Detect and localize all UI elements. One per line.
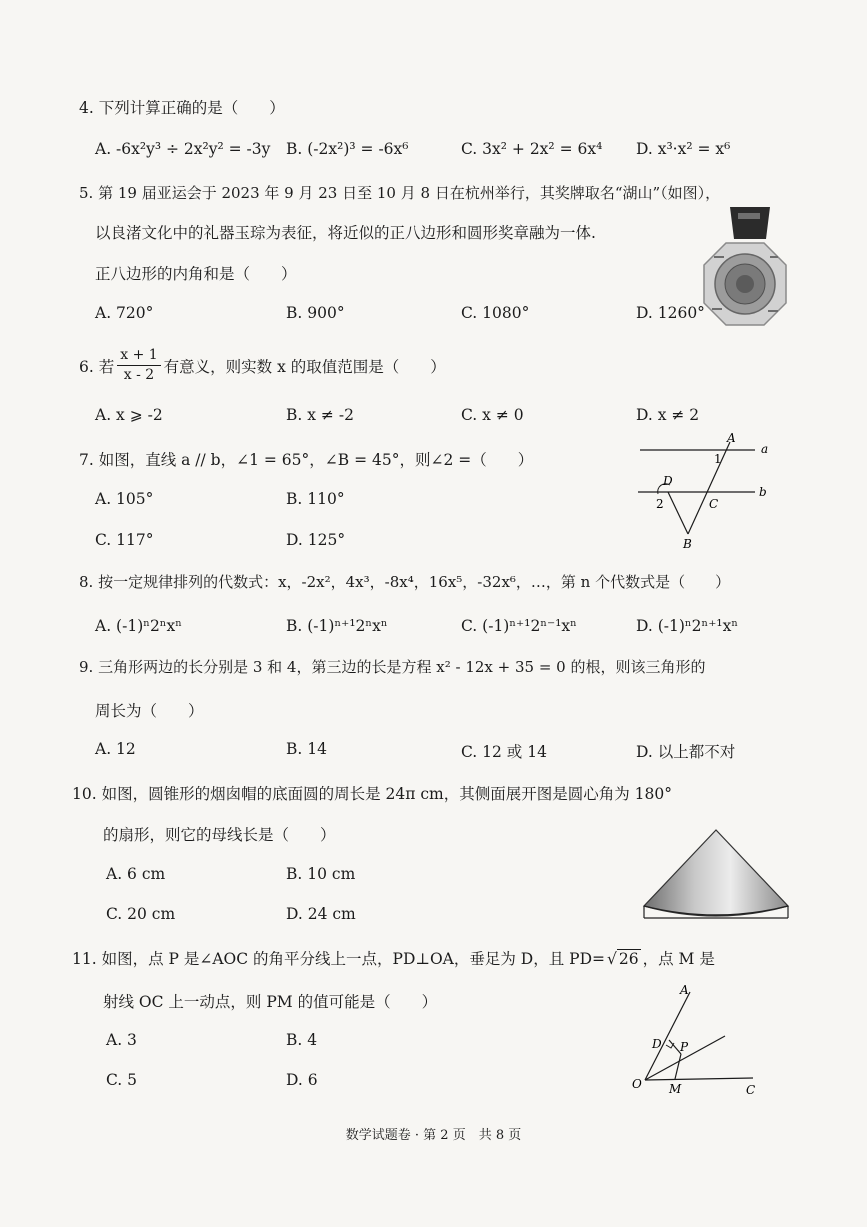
q4-option-b: B. (-2x²)³ = -6x⁶ bbox=[286, 140, 409, 158]
segment-pm bbox=[675, 1054, 681, 1079]
q11-stem-line-2: 射线 OC 上一动点，则 PM 的值可能是（ ） bbox=[103, 993, 438, 1011]
cone-surface bbox=[644, 830, 788, 916]
q6-option-c: C. x ≠ 0 bbox=[461, 406, 524, 424]
label-point-a: A bbox=[727, 431, 736, 445]
q10-option-d: D. 24 cm bbox=[286, 905, 356, 923]
label-angle-2: 2 bbox=[656, 497, 664, 511]
q5-stem-line-3: 正八边形的内角和是（ ） bbox=[95, 265, 297, 283]
q11-option-d: D. 6 bbox=[286, 1071, 318, 1089]
q11-option-b: B. 4 bbox=[286, 1031, 318, 1049]
q5-option-b: B. 900° bbox=[286, 304, 345, 322]
q9-stem-line-1: 9. 三角形两边的长分别是 3 和 4，第三边的长是方程 x² - 12x + 35 = 0 的根，则该三角形的 bbox=[79, 658, 706, 676]
q5-stem-line-2: 以良渚文化中的礼器玉琮为表征，将近似的正八边形和圆形奖章融为一体. bbox=[95, 224, 596, 242]
q8-option-d: D. (-1)ⁿ2ⁿ⁺¹xⁿ bbox=[636, 617, 739, 635]
ray-oa bbox=[645, 992, 690, 1080]
q9-option-b: B. 14 bbox=[286, 740, 327, 758]
q6-option-b: B. x ≠ -2 bbox=[286, 406, 354, 424]
q11-sqrt bbox=[607, 949, 641, 968]
q10-option-a: A. 6 cm bbox=[106, 865, 166, 883]
label-line-a: a bbox=[761, 442, 769, 456]
q10-stem-line-1: 10. 如图，圆锥形的烟囱帽的底面圆的周长是 24π cm，其侧面展开图是圆心角为 180° bbox=[72, 785, 672, 803]
angle-bisector-figure bbox=[625, 980, 775, 1100]
medal-image bbox=[700, 205, 790, 330]
q11-option-c: C. 5 bbox=[106, 1071, 138, 1089]
label-point-p: P bbox=[680, 1040, 689, 1054]
q10-stem-line-2: 的扇形，则它的母线长是（ ） bbox=[103, 826, 336, 844]
q7-option-a: A. 105° bbox=[95, 490, 154, 508]
q9-option-d: D. 以上都不对 bbox=[636, 743, 736, 761]
q8-option-b: B. (-1)ⁿ⁺¹2ⁿxⁿ bbox=[286, 617, 388, 635]
label-point-c: C bbox=[709, 497, 719, 511]
label-point-c: C bbox=[746, 1083, 756, 1097]
q9-option-a: A. 12 bbox=[95, 740, 136, 758]
q5-option-d: D. 1260° bbox=[636, 304, 705, 322]
label-point-d: D bbox=[663, 474, 673, 488]
q6-stem bbox=[79, 346, 446, 385]
q6-fraction bbox=[117, 346, 160, 385]
q11-option-a: A. 3 bbox=[106, 1031, 137, 1049]
parallel-lines-figure bbox=[630, 428, 780, 553]
q7-option-b: B. 110° bbox=[286, 490, 345, 508]
label-point-m: M bbox=[669, 1082, 682, 1096]
q4-option-c: C. 3x² + 2x² = 6x⁴ bbox=[461, 140, 603, 158]
q10-option-c: C. 20 cm bbox=[106, 905, 176, 923]
label-point-a: A bbox=[680, 983, 689, 997]
label-line-b: b bbox=[759, 485, 767, 499]
q6-prefix: 6. 若 bbox=[79, 357, 115, 376]
q8-option-c: C. (-1)ⁿ⁺¹2ⁿ⁻¹xⁿ bbox=[461, 617, 577, 635]
sqrt-sign-icon: √ bbox=[607, 949, 617, 968]
q7-option-c: C. 117° bbox=[95, 531, 154, 549]
ray-oc bbox=[645, 1078, 753, 1080]
q5-stem-line-1: 5. 第 19 届亚运会于 2023 年 9 月 23 日至 10 月 8 日在杭州举行，其奖牌取名“湖山”（如图）， bbox=[79, 184, 721, 202]
q6-fraction-numerator: x + 1 bbox=[117, 346, 160, 366]
segment-ab bbox=[688, 442, 730, 534]
q7-option-d: D. 125° bbox=[286, 531, 346, 549]
q4-option-d: D. x³·x² = x⁶ bbox=[636, 140, 731, 158]
q6-option-d: D. x ≠ 2 bbox=[636, 406, 700, 424]
q11-suffix: ，点 M 是 bbox=[642, 950, 715, 968]
q8-option-a: A. (-1)ⁿ2ⁿxⁿ bbox=[95, 617, 182, 635]
cone-figure bbox=[636, 826, 796, 926]
q5-option-c: C. 1080° bbox=[461, 304, 530, 322]
label-point-d: D bbox=[652, 1037, 662, 1051]
label-point-b: B bbox=[683, 537, 692, 551]
q8-stem: 8. 按一定规律排列的代数式：x，-2x²，4x³，-8x⁴，16x⁵，-32x⁶，…，第 n 个代数式是（ ） bbox=[79, 573, 731, 591]
q5-option-a: A. 720° bbox=[95, 304, 154, 322]
q11-stem-line-1 bbox=[72, 947, 715, 969]
label-angle-1: 1 bbox=[714, 452, 722, 466]
q6-suffix: 有意义，则实数 x 的取值范围是（ ） bbox=[163, 357, 446, 376]
q6-option-a: A. x ⩾ -2 bbox=[95, 406, 163, 424]
q11-radicand: 26 bbox=[618, 949, 639, 968]
q9-stem-line-2: 周长为（ ） bbox=[95, 702, 204, 720]
page-footer: 数学试题卷 · 第 2 页 共 8 页 bbox=[345, 1128, 522, 1143]
q11-prefix: 11. 如图，点 P 是∠AOC 的角平分线上一点，PD⊥OA，垂足为 D，且 PD= bbox=[72, 950, 605, 968]
q4-stem: 4. 下列计算正确的是（ ） bbox=[79, 99, 285, 117]
q4-option-a: A. -6x²y³ ÷ 2x²y² = -3y bbox=[95, 140, 271, 158]
q9-option-c: C. 12 或 14 bbox=[461, 743, 547, 761]
q10-option-b: B. 10 cm bbox=[286, 865, 356, 883]
q6-fraction-denominator: x - 2 bbox=[123, 367, 155, 383]
q7-stem: 7. 如图，直线 a // b，∠1 = 65°，∠B = 45°，则∠2 =（ ） bbox=[79, 451, 534, 469]
label-point-o: O bbox=[632, 1077, 642, 1091]
segment-db bbox=[668, 492, 688, 534]
